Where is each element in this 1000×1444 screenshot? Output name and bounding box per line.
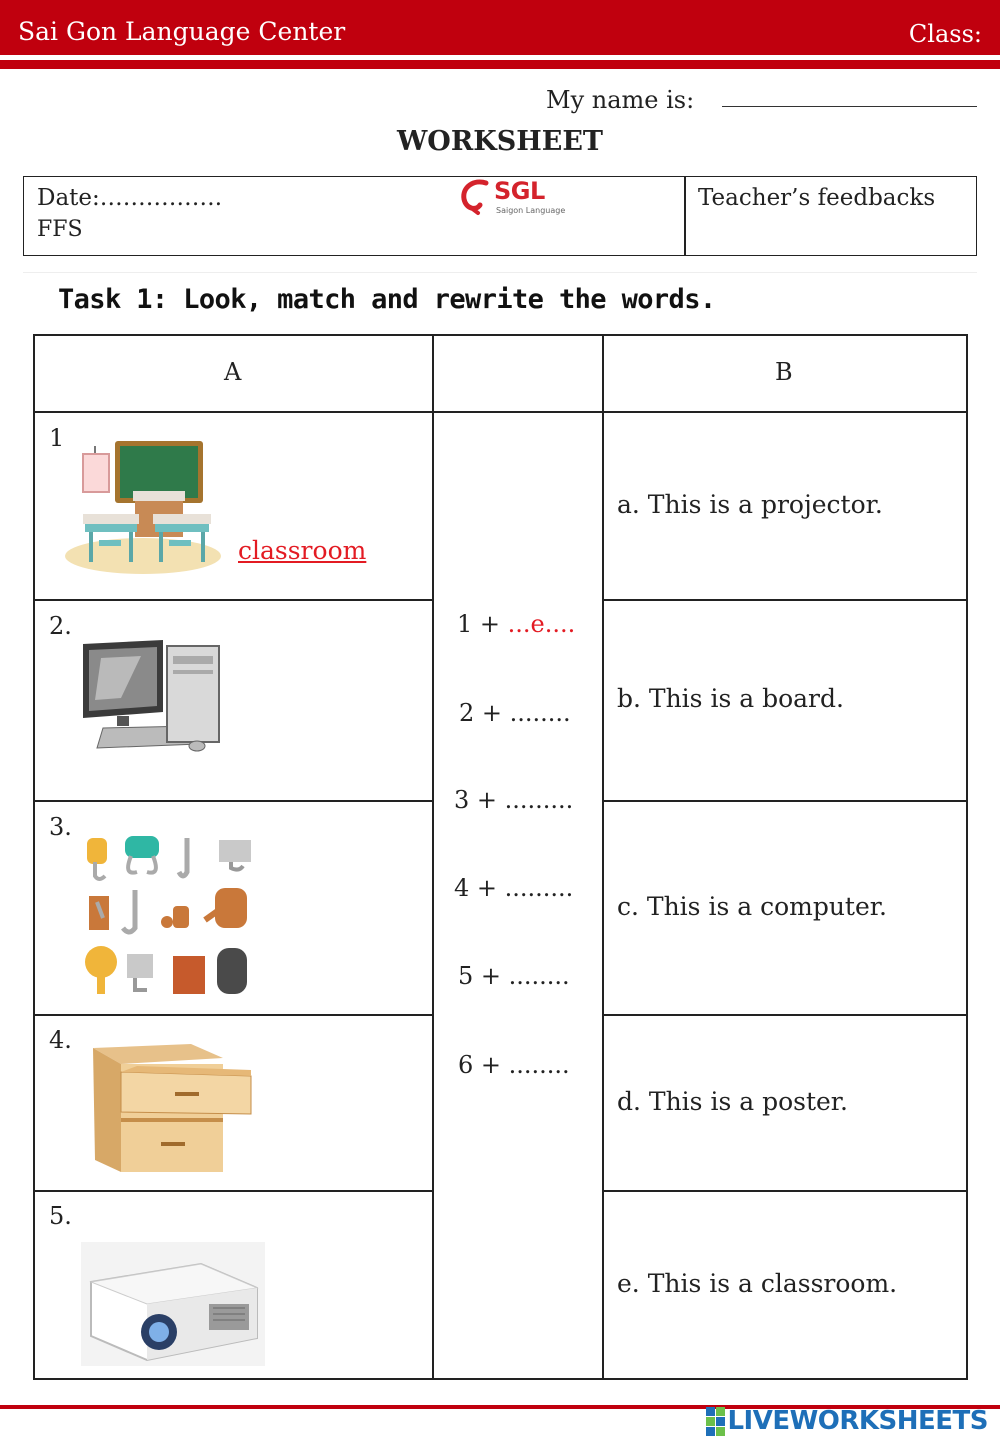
liveworksheets-text: LIVEWORKSHEETS [727, 1406, 988, 1436]
grid-a-line-4 [35, 1190, 432, 1192]
answer-5-prefix: 5 + [458, 962, 509, 990]
item-number-3: 3. [49, 813, 72, 841]
sentence-c: c. This is a computer. [617, 892, 887, 921]
info-table [23, 176, 977, 256]
item-number-4: 4. [49, 1026, 72, 1054]
grid-b-line-1 [602, 599, 966, 601]
column-b-header: B [775, 358, 793, 386]
section-separator [23, 272, 977, 273]
logo-text: SGL [494, 177, 545, 205]
sentence-d: d. This is a poster. [617, 1087, 848, 1116]
grid-b-line-3 [602, 1014, 966, 1016]
grid-b-line-2 [602, 800, 966, 802]
grid-a-line-2 [35, 800, 432, 802]
ffs-label: FFS [37, 217, 83, 242]
grid-b-line-4 [602, 1190, 966, 1192]
answer-1-value: ...e.... [507, 610, 576, 638]
worksheet-title: WORKSHEET [396, 126, 603, 157]
name-label: My name is: [546, 86, 695, 114]
answer-3-prefix: 3 + [454, 786, 505, 814]
task-title: Task 1: Look, match and rewrite the words. [58, 284, 716, 315]
top-divider [0, 60, 1000, 69]
projector-icon [81, 1242, 265, 1366]
answer-6-value: ........ [508, 1051, 570, 1079]
classroom-icon [63, 436, 233, 576]
grid-header-line [35, 411, 966, 413]
class-label: Class: [908, 20, 982, 48]
answer-1-prefix: 1 + [457, 610, 508, 638]
liveworksheets-logo[interactable] [706, 1404, 988, 1438]
feedback-label: Teacher’s feedbacks [698, 185, 936, 211]
liveworksheets-blocks-icon [706, 1407, 725, 1436]
top-banner [0, 0, 1000, 55]
grid-vline-2 [602, 336, 604, 1378]
sgl-swirl-icon [456, 177, 496, 219]
name-input-line[interactable] [722, 106, 977, 107]
answer-3-value: ......... [504, 786, 574, 814]
sentence-e: e. This is a classroom. [617, 1269, 898, 1298]
info-table-divider [684, 177, 686, 255]
sgl-logo [456, 177, 566, 219]
answer-4-value: ......... [504, 874, 574, 902]
answer-2[interactable] [459, 699, 571, 727]
grid-a-line-3 [35, 1014, 432, 1016]
grid-vline-1 [432, 336, 434, 1378]
computer-icon [81, 638, 225, 758]
date-label: Date:……………. [37, 185, 223, 211]
sentence-a: a. This is a projector. [617, 490, 883, 519]
sentence-b: b. This is a board. [617, 684, 844, 713]
answer-5-value: ........ [508, 962, 570, 990]
answer-5[interactable] [458, 962, 570, 990]
answer-6[interactable] [458, 1051, 570, 1079]
grid-a-line-1 [35, 599, 432, 601]
cabinet-icon [91, 1042, 255, 1174]
answer-2-prefix: 2 + [459, 699, 510, 727]
item-number-5: 5. [49, 1202, 72, 1230]
logo-subtext: Saigon Language [496, 206, 566, 215]
answer-4[interactable] [454, 874, 573, 902]
example-word: classroom [238, 536, 367, 565]
answer-6-prefix: 6 + [458, 1051, 509, 1079]
item-number-1: 1 [49, 424, 65, 452]
column-a-header: A [224, 358, 242, 386]
match-table [33, 334, 968, 1380]
answer-2-value: ........ [509, 699, 571, 727]
answer-4-prefix: 4 + [454, 874, 505, 902]
answer-3[interactable] [454, 786, 573, 814]
center-name: Sai Gon Language Center [18, 17, 346, 46]
item-number-2: 2. [49, 612, 72, 640]
hooks-icon [83, 832, 255, 1002]
answer-1[interactable] [457, 610, 575, 638]
